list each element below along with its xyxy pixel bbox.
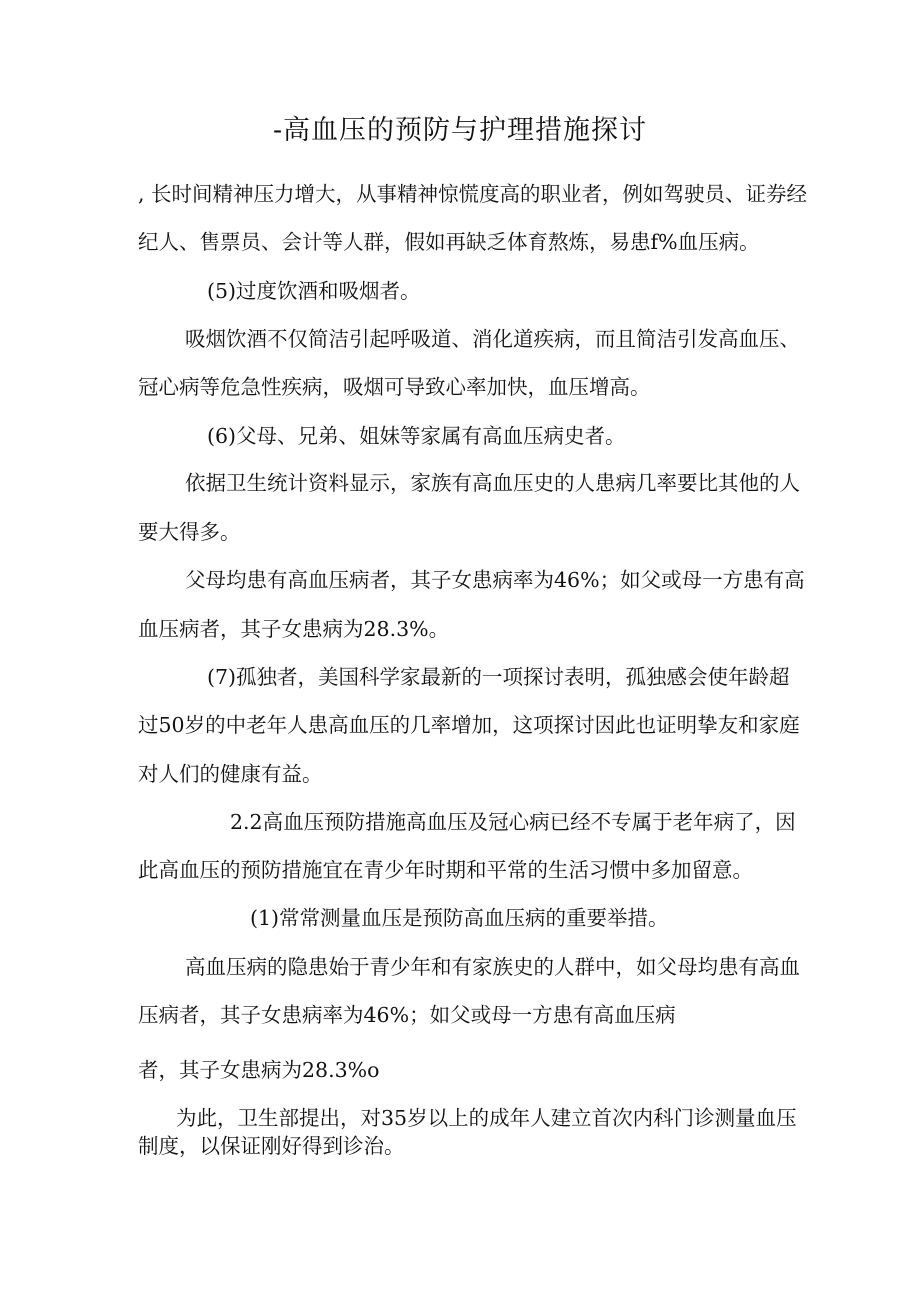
paragraph-line-20: 为此，卫生部提出，对35岁以上的成年人建立首次内科门诊测量血压 <box>176 1106 797 1130</box>
paragraph-line-21: 制度，以保证刚好得到诊治。 <box>138 1134 405 1158</box>
section-heading-1: (1)常常测量血压是预防高血压病的重要举措。 <box>250 906 669 930</box>
paragraph-line-12: 过50岁的中老年人患高血压的几率增加，这项探讨因此也证明挚友和家庭 <box>138 713 800 737</box>
paragraph-line-10: 血压病者，其子女患病为28.3%。 <box>138 617 450 641</box>
paragraph-line-18: 压病者，其子女患病率为46%；如父或母一方患有高血压病 <box>138 1003 676 1027</box>
paragraph-line-8: 要大得多。 <box>138 520 241 544</box>
paragraph-line-7: 依据卫生统计资料显示，家族有高血压史的人患病几率要比其他的人 <box>185 471 800 495</box>
section-heading-7: (7)孤独者，美国科学家最新的一项探讨表明，孤独感会使年龄超 <box>207 665 790 689</box>
paragraph-line-1: , 长时间精神压力增大，从事精神惊慌度高的职业者，例如驾驶员、证券经 <box>138 182 808 206</box>
paragraph-line-9: 父母均患有高血压病者，其子女患病率为46%；如父或母一方患有高 <box>185 568 805 592</box>
section-heading-6: (6)父母、兄弟、姐妹等家属有高血压病史者。 <box>207 424 626 448</box>
paragraph-line-15: 此高血压的预防措施宜在青少年时期和平常的生活习惯中多加留意。 <box>138 858 753 882</box>
paragraph-line-2: 纪人、售票员、会计等人群，假如再缺乏体育熬炼，易患f%血压病。 <box>138 230 760 254</box>
paragraph-line-17: 高血压病的隐患始于青少年和有家族史的人群中，如父母均患有高血 <box>185 955 800 979</box>
paragraph-line-19: 者，其子女患病为28.3%o <box>138 1058 380 1082</box>
section-heading-2-2: 2.2高血压预防措施高血压及冠心病已经不专属于老年病了，因 <box>230 810 796 834</box>
section-heading-5: (5)过度饮酒和吸烟者。 <box>207 279 421 303</box>
paragraph-line-13: 对人们的健康有益。 <box>138 762 323 786</box>
paragraph-line-4: 吸烟饮酒不仅简洁引起呼吸道、消化道疾病，而且简洁引发高血压、 <box>185 327 800 351</box>
document-title: -高血压的预防与护理措施探讨 <box>272 115 648 146</box>
paragraph-line-5: 冠心病等危急性疾病，吸烟可导致心率加快，血压增高。 <box>138 375 651 399</box>
